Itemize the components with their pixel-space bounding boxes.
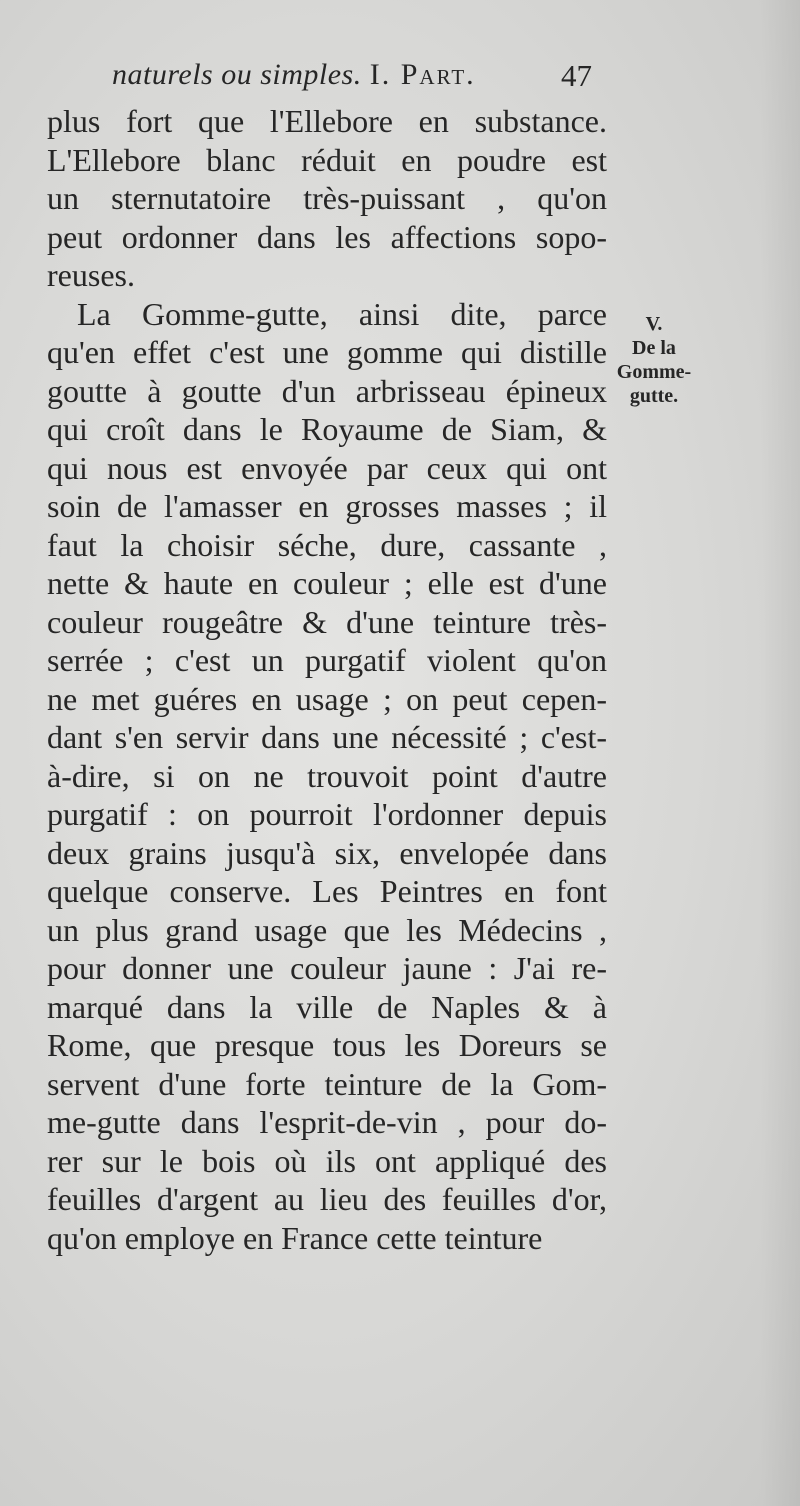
text-line: qui nous est envoyée par ceux qui ont xyxy=(47,449,607,486)
text-line: quelque conserve. Les Peintres en font xyxy=(47,873,607,909)
page-number: 47 xyxy=(561,58,592,93)
text-line: feuilles d'argent au lieu des feuilles d'or, xyxy=(47,1181,607,1217)
text-line: goutte à goutte d'un arbrisseau épineux xyxy=(47,372,607,409)
margin-note xyxy=(604,312,704,408)
text-line: L'Ellebore blanc réduit en poudre est xyxy=(47,141,607,178)
text-line: peut ordonner dans les affections sopo- xyxy=(47,218,607,255)
text-line: La Gomme-gutte, ainsi dite, parce xyxy=(77,295,607,332)
text-line: pour donner une couleur jaune : J'ai re- xyxy=(47,950,607,986)
body-text xyxy=(47,102,607,1257)
text-line: couleur rougeâtre & d'une teinture très- xyxy=(47,603,607,640)
running-title: naturels ou simples. xyxy=(112,58,362,91)
running-head xyxy=(112,58,476,92)
text-line: un sternutatoire très-puissant , qu'on xyxy=(47,180,607,216)
text-line: soin de l'amasser en grosses masses ; il xyxy=(47,488,607,524)
text-line: purgatif : on pourroit l'ordonner depuis xyxy=(47,796,607,832)
text-line: à-dire, si on ne trouvoit point d'autre xyxy=(47,757,607,794)
margin-note-number: V. xyxy=(645,313,663,335)
margin-note-line: gutte. xyxy=(629,385,679,407)
margin-note-line: De la xyxy=(632,337,676,359)
text-line: serrée ; c'est un purgatif violent qu'on xyxy=(47,642,607,678)
page-edge-shadow xyxy=(760,0,800,1506)
text-line: nette & haute en couleur ; elle est d'une xyxy=(47,565,607,601)
text-line: marqué dans la ville de Naples & à xyxy=(47,988,607,1025)
text-line: qui croît dans le Royaume de Siam, & xyxy=(47,411,607,447)
text-line: me-gutte dans l'esprit-de-vin , pour do- xyxy=(47,1104,607,1140)
text-line: reuses. xyxy=(47,257,135,293)
part-label: I. Part. xyxy=(369,58,476,91)
text-line: Rome, que presque tous les Doreurs se xyxy=(47,1027,607,1063)
text-line: qu'en effet c'est une gomme qui distille xyxy=(47,334,607,370)
text-line: plus fort que l'Ellebore en substance. xyxy=(47,103,607,139)
text-line: qu'on employe en France cette teinture xyxy=(47,1219,543,1256)
text-line: ne met guéres en usage ; on peut cepen- xyxy=(47,680,607,717)
page-header xyxy=(112,58,592,102)
text-line: deux grains jusqu'à six, envelopée dans xyxy=(47,834,607,871)
text-line: un plus grand usage que les Médecins , xyxy=(47,911,607,948)
text-line: dant s'en servir dans une nécessité ; c'est- xyxy=(47,719,607,755)
margin-note-line: Gomme- xyxy=(616,361,692,383)
text-line: servent d'une forte teinture de la Gom- xyxy=(47,1065,607,1102)
text-line: faut la choisir séche, dure, cassante , xyxy=(47,526,607,563)
text-line: rer sur le bois où ils ont appliqué des xyxy=(47,1142,607,1179)
